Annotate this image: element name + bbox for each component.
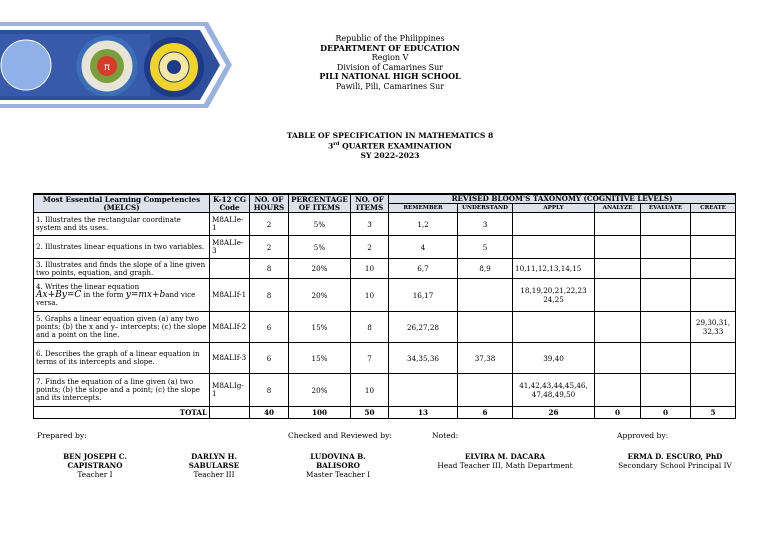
percentage-cell: 15% xyxy=(289,343,351,374)
code-cell: M8ALIf-1 xyxy=(210,279,250,312)
table-row xyxy=(34,279,736,312)
competency-cell: 1. Illustrates the rectangular coordinate system and its uses. xyxy=(34,213,210,236)
understand-cell: 3 xyxy=(458,213,513,236)
tos-table xyxy=(33,193,736,419)
document-title xyxy=(250,131,530,160)
percentage-cell: 5% xyxy=(289,236,351,259)
total-create: 5 xyxy=(691,407,736,419)
noted-label: Noted: xyxy=(432,431,459,440)
understand-cell xyxy=(458,312,513,343)
remember-cell: 1,2 xyxy=(389,213,458,236)
table-row xyxy=(34,312,736,343)
signatory-name: LUDOVINA B. BALISORO xyxy=(310,452,366,470)
table-row xyxy=(34,343,736,374)
republic-line: Republic of the Philippines xyxy=(335,34,445,43)
signatory-name: DARLYN H. SABULARSE xyxy=(188,452,240,470)
signatory-role: Head Teacher III, Math Department xyxy=(437,461,573,470)
apply-cell: 39,40 xyxy=(513,343,595,374)
hours-cell: 2 xyxy=(250,213,289,236)
code-cell: M8ALIe-3 xyxy=(210,236,250,259)
remember-cell: 4 xyxy=(389,236,458,259)
understand-cell: 5 xyxy=(458,236,513,259)
understand-cell: 8,9 xyxy=(458,259,513,279)
competency-cell: 7. Finds the equation of a line given (a) two points; (b) the slope and a point; (c) the slope and its intercepts. xyxy=(34,374,210,407)
signatory-name: ERMA D. ESCURO, PhD xyxy=(627,452,723,461)
create-cell xyxy=(691,236,736,259)
apply-cell: 18,19,20,21,22,23 24,25 xyxy=(513,279,595,312)
approved-by-label: Approved by: xyxy=(617,431,669,440)
analyze-cell xyxy=(595,343,641,374)
understand-cell xyxy=(458,374,513,407)
competency-cell xyxy=(34,279,210,312)
division-line: Division of Camarines Sur xyxy=(336,62,444,72)
total-apply: 26 xyxy=(513,407,595,419)
signatory-block xyxy=(36,452,154,479)
competency-text: in the form xyxy=(81,289,126,299)
hours-cell: 6 xyxy=(250,343,289,374)
hours-cell: 8 xyxy=(250,279,289,312)
col-code: K-12 CG Code xyxy=(210,194,250,213)
signatory-name: BEN JOSEPH C. CAPISTRANO xyxy=(63,452,127,470)
pili-national-high-school-seal xyxy=(144,37,204,97)
percentage-cell: 15% xyxy=(289,312,351,343)
total-items: 50 xyxy=(351,407,389,419)
total-remember: 13 xyxy=(389,407,458,419)
analyze-cell xyxy=(595,312,641,343)
create-cell: 29,30,31, 32,33 xyxy=(691,312,736,343)
prepared-by-label: Prepared by: xyxy=(37,431,87,440)
table-row xyxy=(34,259,736,279)
competency-text: 4. Writes the linear equation xyxy=(36,281,140,291)
equation-slope-intercept-form: y=mx+b xyxy=(125,289,166,300)
create-cell xyxy=(691,374,736,407)
percentage-cell: 20% xyxy=(289,279,351,312)
quarter-number: 3 xyxy=(328,141,334,151)
signatory-block xyxy=(166,452,262,479)
title-line-3: SY 2022-2023 xyxy=(360,150,420,160)
title-line-2 xyxy=(250,140,530,151)
hours-cell: 8 xyxy=(250,374,289,407)
total-understand: 6 xyxy=(458,407,513,419)
competency-cell: 2. Illustrates linear equations in two variables. xyxy=(34,236,210,259)
total-evaluate: 0 xyxy=(641,407,691,419)
col-hours: NO. OF HOURS xyxy=(250,194,289,213)
apply-cell xyxy=(513,312,595,343)
create-cell xyxy=(691,279,736,312)
col-create: CREATE xyxy=(691,204,736,213)
school-address-line: Pawili, Pili, Camarines Sur xyxy=(335,81,445,91)
title-line-1: TABLE OF SPECIFICATION IN MATHEMATICS 8 xyxy=(286,131,494,140)
hours-cell: 2 xyxy=(250,236,289,259)
competency-cell: 5. Graphs a linear equation given (a) any two points; (b) the x and y– intercepts; (c) the slope and a point on the line. xyxy=(34,312,210,343)
items-cell: 3 xyxy=(351,213,389,236)
code-cell: M8ALIe-1 xyxy=(210,213,250,236)
quarter-ordinal: rd xyxy=(333,141,340,147)
total-hours: 40 xyxy=(250,407,289,419)
hours-cell: 8 xyxy=(250,259,289,279)
analyze-cell xyxy=(595,236,641,259)
analyze-cell xyxy=(595,279,641,312)
items-cell: 10 xyxy=(351,279,389,312)
deped-line: DEPARTMENT OF EDUCATION xyxy=(320,42,460,53)
code-cell: M8ALIf-2 xyxy=(210,312,250,343)
col-understand: UNDERSTAND xyxy=(458,204,513,213)
hours-cell: 6 xyxy=(250,312,289,343)
col-bloom: REVISED BLOOM'S TAXONOMY (COGNITIVE LEVELS) xyxy=(389,194,736,204)
school-name-line: PILI NATIONAL HIGH SCHOOL xyxy=(319,71,461,82)
analyze-cell xyxy=(595,259,641,279)
equation-standard-form: Ax+By=C xyxy=(36,289,82,300)
total-code-cell xyxy=(210,407,250,419)
apply-cell: 41,42,43,44,45,46, 47,48,49,50 xyxy=(513,374,595,407)
competency-cell: 3. Illustrates and finds the slope of a line given two points, equation, and graph. xyxy=(34,259,210,279)
evaluate-cell xyxy=(641,343,691,374)
evaluate-cell xyxy=(641,213,691,236)
col-items: NO. OF ITEMS xyxy=(351,194,389,213)
remember-cell: 16,17 xyxy=(389,279,458,312)
percentage-cell: 5% xyxy=(289,213,351,236)
apply-cell: 10,11,12,13,14,15 xyxy=(513,259,595,279)
apply-cell xyxy=(513,213,595,236)
col-evaluate: EVALUATE xyxy=(641,204,691,213)
remember-cell: 34,35,36 xyxy=(389,343,458,374)
col-competency: Most Essential Learning Competencies (MELCS) xyxy=(34,194,210,213)
code-cell xyxy=(210,259,250,279)
signatory-block xyxy=(430,452,580,470)
total-row xyxy=(34,407,736,419)
svg-text:π: π xyxy=(103,62,111,73)
total-percentage: 100 xyxy=(289,407,351,419)
percentage-cell: 20% xyxy=(289,374,351,407)
understand-cell xyxy=(458,279,513,312)
evaluate-cell xyxy=(641,236,691,259)
create-cell xyxy=(691,213,736,236)
table-row xyxy=(34,213,736,236)
col-apply: APPLY xyxy=(513,204,595,213)
apply-cell xyxy=(513,236,595,259)
evaluate-cell xyxy=(641,279,691,312)
competency-cell: 6. Describes the graph of a linear equation in terms of its intercepts and slope. xyxy=(34,343,210,374)
quarter-text: QUARTER EXAMINATION xyxy=(339,141,452,151)
signatory-role: Master Teacher I xyxy=(305,470,371,479)
remember-cell: 26,27,28 xyxy=(389,312,458,343)
signatory-role: Teacher I xyxy=(77,470,113,479)
items-cell: 8 xyxy=(351,312,389,343)
evaluate-cell xyxy=(641,259,691,279)
table-row xyxy=(34,236,736,259)
remember-cell xyxy=(389,374,458,407)
remember-cell: 6,7 xyxy=(389,259,458,279)
evaluate-cell xyxy=(641,312,691,343)
table-row xyxy=(34,374,736,407)
evaluate-cell xyxy=(641,374,691,407)
total-label: TOTAL xyxy=(34,407,210,419)
signatory-name: ELVIRA M. DACARA xyxy=(464,452,546,461)
letterhead xyxy=(250,34,530,92)
signatory-block xyxy=(290,452,386,479)
analyze-cell xyxy=(595,374,641,407)
col-percentage: PERCENTAGE OF ITEMS xyxy=(289,194,351,213)
total-analyze: 0 xyxy=(595,407,641,419)
items-cell: 2 xyxy=(351,236,389,259)
code-cell: M8ALIg-1 xyxy=(210,374,250,407)
understand-cell: 37,38 xyxy=(458,343,513,374)
mathematics-department-logo xyxy=(76,35,138,97)
code-cell: M8ALIf-3 xyxy=(210,343,250,374)
items-cell: 10 xyxy=(351,374,389,407)
col-remember: REMEMBER xyxy=(389,204,458,213)
signatory-role: Teacher III xyxy=(193,470,235,479)
analyze-cell xyxy=(595,213,641,236)
competency-text: and vice versa. xyxy=(36,289,196,308)
signatory-block xyxy=(610,452,740,470)
signatory-role: Secondary School Principal IV xyxy=(618,461,732,470)
region-line: Region V xyxy=(371,53,409,63)
items-cell: 7 xyxy=(351,343,389,374)
checked-by-label: Checked and Reviewed by: xyxy=(288,431,392,440)
percentage-cell: 20% xyxy=(289,259,351,279)
create-cell xyxy=(691,343,736,374)
col-analyze: ANALYZE xyxy=(595,204,641,213)
items-cell: 10 xyxy=(351,259,389,279)
create-cell xyxy=(691,259,736,279)
